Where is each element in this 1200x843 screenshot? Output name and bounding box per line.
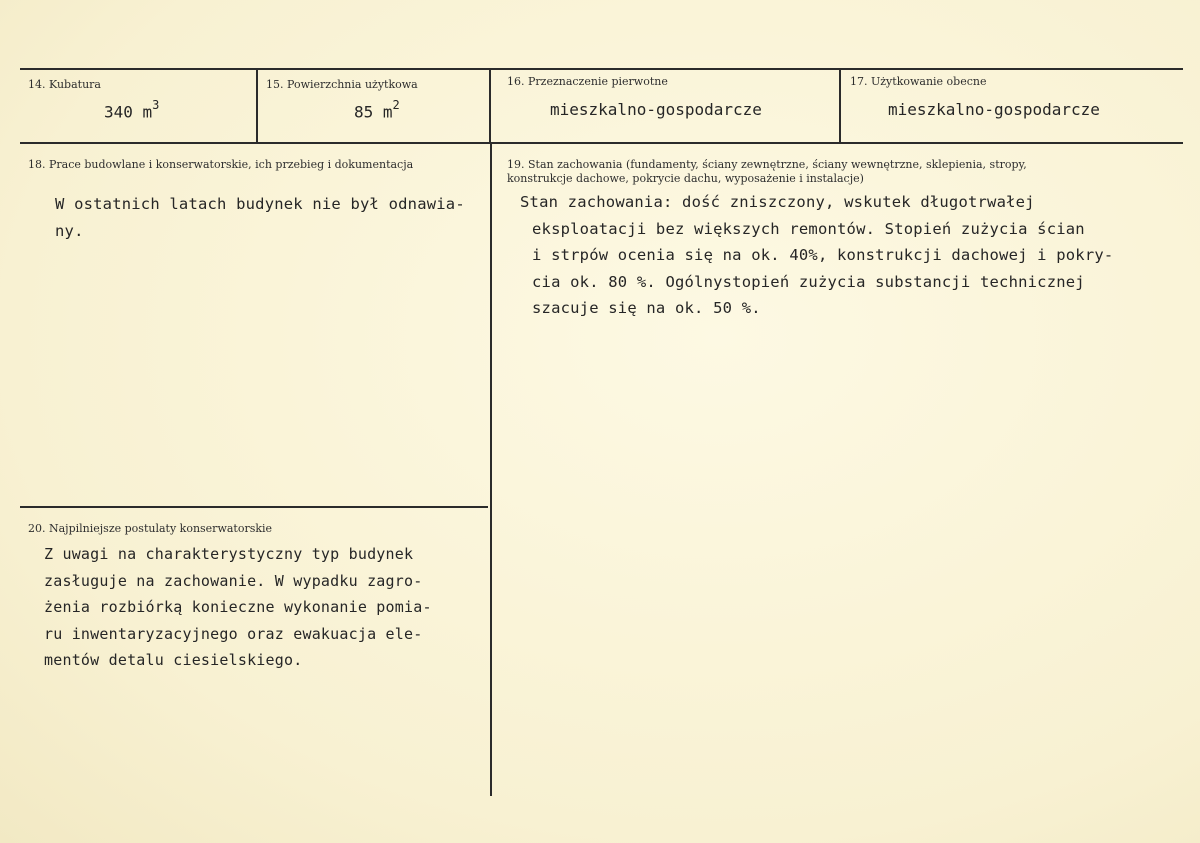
row1-bottom-border <box>20 142 1183 144</box>
field-19-line-4: cia ok. 80 %. Ogólnystopień zużycia substancji technicznej <box>532 272 1085 291</box>
col-divider-15-16 <box>489 68 491 144</box>
main-column-divider <box>490 142 492 796</box>
area-unit-exponent: 2 <box>392 98 400 112</box>
field-16-label: 16. Przeznaczenie pierwotne <box>507 75 668 88</box>
field-18-line-2: ny. <box>55 221 84 240</box>
area-value: 85 m <box>354 102 393 122</box>
field-20-line-3: żenia rozbiórką konieczne wykonanie pomia- <box>44 598 432 616</box>
field-20-line-4: ru inwentaryzacyjnego oraz ewakuacja ele- <box>44 624 423 643</box>
field-20-label: 20. Najpilniejsze postulaty konserwatorskie <box>28 522 273 535</box>
field-20-line-5: mentów detalu ciesielskiego. <box>44 651 303 669</box>
field-20-line-2: zasługuje na zachowanie. W wypadku zagro- <box>44 571 423 590</box>
field-20-line-1: Z uwagi na charakterystyczny typ budynek <box>44 545 414 563</box>
field-18-text <box>55 191 465 244</box>
field-17-label: 17. Użytkowanie obecne <box>850 75 987 88</box>
col-divider-14-15 <box>256 68 258 144</box>
kubatura-value: 340 m <box>104 102 153 122</box>
field-19-line-3: i strpów ocenia się na ok. 40%, konstrukcji dachowej i pokry- <box>532 246 1114 264</box>
field-15-value <box>354 100 400 121</box>
field-19-line-1: Stan zachowania: dość zniszczony, wskutek długotrwałej <box>520 193 1035 211</box>
field-19-text <box>520 189 1113 322</box>
field-15-label: 15. Powierzchnia użytkowa <box>266 78 418 91</box>
kubatura-unit-exponent: 3 <box>152 98 160 112</box>
top-border <box>20 68 1183 70</box>
field-14-label: 14. Kubatura <box>28 78 101 91</box>
field-14-value <box>104 100 159 121</box>
field-20-text <box>44 541 432 674</box>
field-19-line-2: eksploatacji bez większych remontów. Stopień zużycia ścian <box>532 219 1085 238</box>
section-18-20-divider <box>20 506 488 508</box>
field-18-label: 18. Prace budowlane i konserwatorskie, ich przebieg i dokumentacja <box>28 158 414 171</box>
field-17-value: mieszkalno-gospodarcze <box>888 100 1100 119</box>
field-19-label-line-2: konstrukcje dachowe, pokrycie dachu, wyposażenie i instalacje) <box>507 172 864 185</box>
field-16-value: mieszkalno-gospodarcze <box>550 100 762 119</box>
col-divider-16-17 <box>839 68 841 144</box>
field-19-line-5: szacuje się na ok. 50 %. <box>532 299 761 317</box>
field-19-label-line-1: 19. Stan zachowania (fundamenty, ściany zewnętrzne, ściany wewnętrzne, sklepienia, stropy, <box>507 158 1027 171</box>
field-18-line-1: W ostatnich latach budynek nie był odnawia- <box>55 195 465 213</box>
